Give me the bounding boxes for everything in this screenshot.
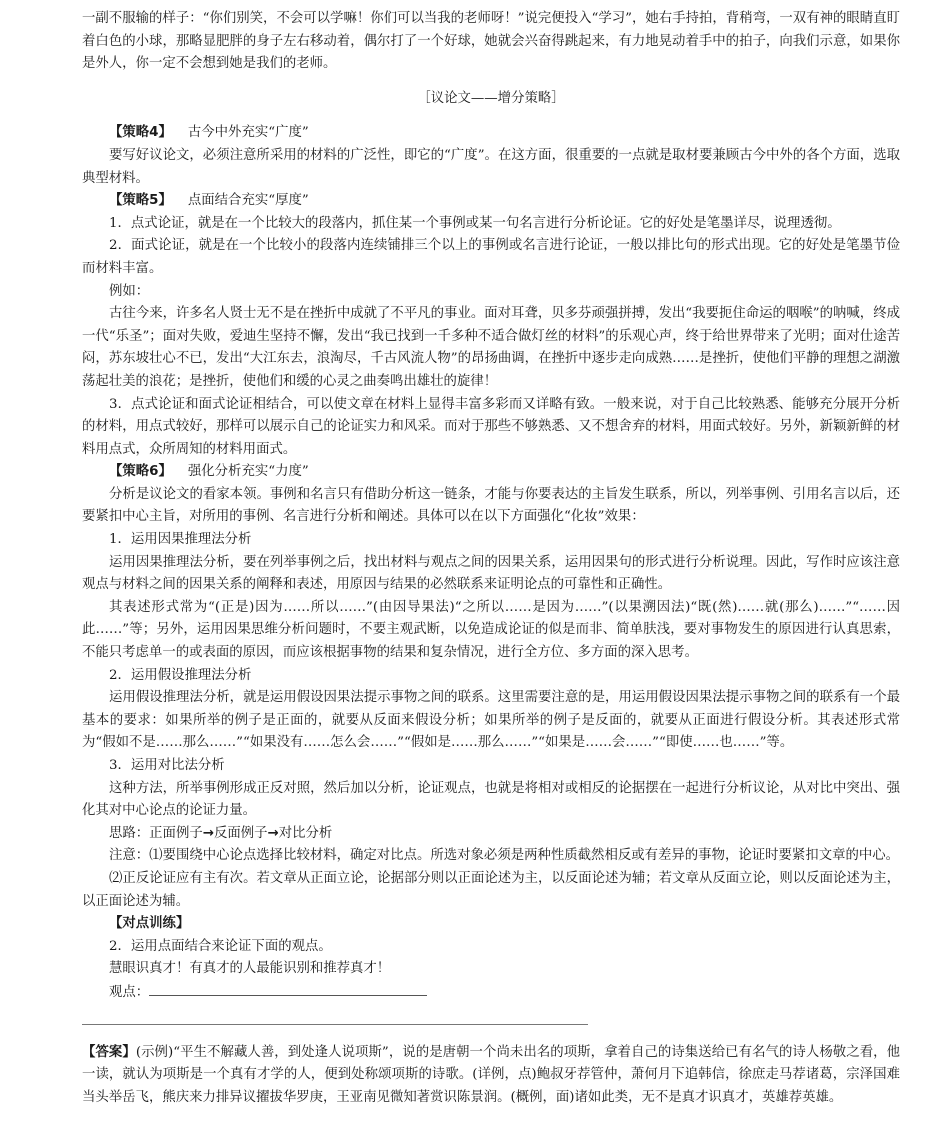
thinking-label: 思路：	[109, 825, 150, 841]
practice-question: 2．运用点面结合来论证下面的观点。	[109, 938, 332, 954]
strategy-6-heading	[82, 461, 900, 484]
strategy-5-heading	[82, 190, 900, 213]
method-1-paragraph-1: 运用因果推理法分析，要在列举事例之后，找出材料与观点之间的因果关系，运用因果句的形式进行分析说理。因此，写作时应该注意观点与材料之间的因果关系的阐释和表述，用原因与结果的必然联系来证明论点的可靠性和正确性。	[82, 554, 900, 593]
strategy-5-point-2: 2．面式论证，就是在一个比较小的段落内连续铺排三个以上的事例或名言进行论证，一般以排比句的形式出现。它的好处是笔墨节俭而材料丰富。	[82, 238, 900, 276]
practice-quote: 慧眼识真才！有真才的人最能识别和推荐真才！	[109, 961, 391, 977]
example-label: 例如：	[109, 283, 150, 299]
viewpoint-label: 观点：	[109, 984, 150, 1000]
thinking-line	[82, 823, 900, 846]
viewpoint-blank[interactable]	[149, 981, 427, 996]
method-1-paragraph-2: 其表述形式常为“(正是)因为……所以……”(由因导果法)“之所以……是因为……”(以果溯因法)“既(然)……就(那么)……”“……因此……”等；另外，运用因果思维分析问题时，不要主观武断，以免造成论证的似是而非、简单肤浅，要对事物发生的原因进行认真思索，不能只考虑单一的或表面的原因，而应该根据事物的结果和复杂情况，进行全方位、多方面的深入思考。	[82, 599, 900, 661]
strategy-4-body: 要写好议论文，必须注意所采用的材料的广泛性，即它的“广度”。在这方面，很重要的一点就是取材要兼顾古今中外的各个方面，选取典型材料。	[82, 147, 900, 186]
intro-paragraph: 一副不服输的样子：“你们别笑，不会可以学嘛！你们可以当我的老师呀！”说完便投入“学习”，她右手持拍，背稍弯，一双有神的眼睛直盯着白色的小球，那略显肥胖的身子左右移动着，偶尔打了一个好球，她就会兴奋得跳起来，有力地晃动着手中的拍子，向我们示意，如果你是外人，你一定不会想到她是我们的老师。	[82, 11, 900, 72]
method-3-title: 3．运用对比法分析	[109, 758, 225, 773]
strategy-4-tag: 【策略4】	[109, 125, 172, 141]
strategy-5-tag: 【策略5】	[109, 193, 172, 209]
strategy-4-title: 古今中外充实“广度”	[187, 125, 309, 141]
answer-text: (示例)“平生不解藏人善，到处逢人说项斯”，说的是唐朝一个尚未出名的项斯，拿着自己的诗集送给已有名气的诗人杨敬之看，他一读，就认为项斯是一个真有才学的人，便到处称颂项斯的诗歌。(详例，点)鲍叔牙荐管仲，萧何月下追韩信，徐庶走马荐诸葛，宗泽国难当头举岳飞，熊庆来力排异议擢拔华罗庚，王亚南见微知著赏识陈景润。(概例，面)诸如此类，无不是真才识真才，英雄荐英雄。	[82, 1044, 900, 1105]
note-2: ⑵正反论证应有主有次。若文章从正面立论，论据部分则以正面论述为主，以反面论述为辅；若文章从反面立论，则以反面论述为主，以正面论述为辅。	[82, 870, 900, 909]
answer-blank-line[interactable]	[82, 1005, 588, 1025]
viewpoint-line	[82, 981, 900, 1005]
practice-tag: 【对点训练】	[109, 916, 190, 932]
strategy-6-tag: 【策略6】	[109, 464, 172, 480]
thinking-step-negative: 反面例子	[213, 825, 268, 841]
example-paragraph: 古往今来，许多名人贤士无不是在挫折中成就了不平凡的事业。面对耳聋，贝多芬顽强拼搏，发出“我要扼住命运的咽喉”的呐喊，终成一代“乐圣”；面对失败，爱迪生坚持不懈，发出“我已找到一千多种不适合做灯丝的材料”的乐观心声，终于给世界带来了光明；面对仕途苦闷，苏东坡壮心不已，发出“大江东去，浪淘尽，千古风流人物”的昂扬曲调，在挫折中逐步走向成熟……是挫折，使他们平静的理想之湖激荡起壮美的浪花；是挫折，使他们和缓的心灵之曲奏鸣出雄壮的旋律！	[82, 306, 900, 389]
strategy-6-title: 强化分析充实“力度”	[187, 464, 309, 480]
strategy-6-intro: 分析是议论文的看家本领。事例和名言只有借助分析这一链条，才能与你要表达的主旨发生联系，所以，列举事例、引用名言以后，还要紧扣中心主旨，对所用的事例、名言进行分析和阐述。具体可以在以下方面强化“化妆”效果：	[82, 486, 900, 525]
method-2-title: 2．运用假设推理法分析	[109, 667, 252, 683]
strategy-5-title: 点面结合充实“厚度”	[187, 193, 309, 209]
arrow-right-icon: →	[267, 825, 279, 841]
method-1-title: 1．运用因果推理法分析	[109, 532, 252, 548]
answer-tag: 【答案】	[82, 1044, 136, 1060]
thinking-step-compare: 对比分析	[278, 825, 333, 841]
method-3-paragraph: 这种方法，所举事例形成正反对照，然后加以分析，论证观点，也就是将相对或相反的论据摆在一起进行分析议论，从对比中突出、强化其对中心论点的论证力量。	[82, 780, 900, 819]
method-2-paragraph: 运用假设推理法分析，就是运用假设因果法提示事物之间的联系。这里需要注意的是，用运用假设因果法提示事物之间的联系有一个最基本的要求：如果所举的例子是正面的，就要从反面来假设分析；如果所举的例子是反面的，就要从正面进行假设分析。其表述形式常为“假如不是……那么……”“如果没有……怎么会……”“假如是……那么……”“如果是……会……”“即使……也……”等。	[82, 690, 900, 751]
strategy-5-point-3: 3．点式论证和面式论证相结合，可以使文章在材料上显得丰富多彩而又详略有致。一般来说，对于自己比较熟悉、能够充分展开分析的材料，用点式较好，那样可以展示自己的论证实力和风采。而对于那些不够熟悉、又不想舍弃的材料，用面式较好。另外，新颖新鲜的材料用点式，众所周知的材料用面式。	[82, 396, 900, 457]
practice-heading	[82, 913, 900, 936]
note-1: 注意：⑴要围绕中心论点选择比较材料，确定对比点。所选对象必须是两种性质截然相反或有差异的事物，论证时要紧扣文章的中心。	[109, 848, 900, 864]
document-page	[82, 8, 900, 1109]
answer-paragraph	[82, 1042, 900, 1110]
thinking-step-positive: 正面例子	[149, 825, 203, 841]
strategy-5-point-1: 1．点式论证，就是在一个比较大的段落内，抓住某一个事例或某一句名言进行分析论证。它的好处是笔墨详尽，说理透彻。	[109, 215, 841, 231]
arrow-right-icon: →	[202, 825, 214, 841]
strategy-4-heading	[82, 122, 900, 145]
section-title: ［议论文——增分策略］	[417, 90, 565, 106]
